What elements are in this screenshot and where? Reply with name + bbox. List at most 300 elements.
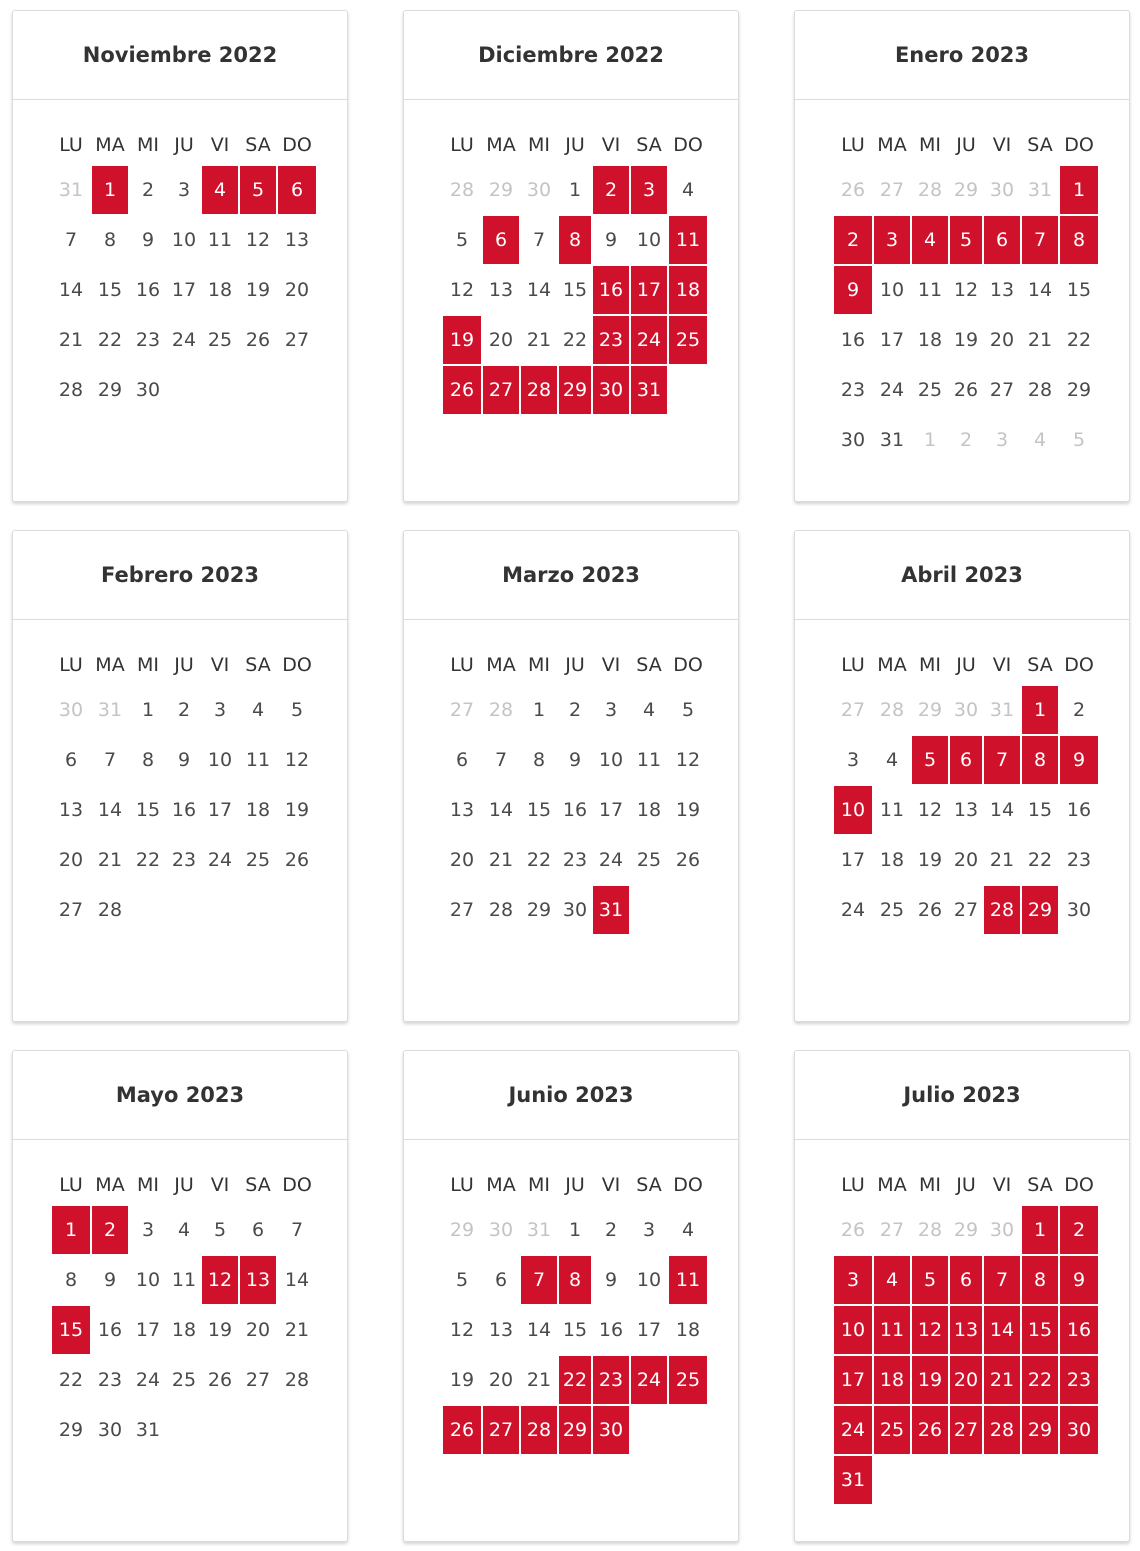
day-cell[interactable]: 7 xyxy=(103,749,117,771)
day-cell[interactable]: 30 xyxy=(840,429,866,451)
day-cell[interactable]: 31 xyxy=(135,1419,161,1441)
day-cell-highlighted[interactable]: 2 xyxy=(1060,1206,1098,1254)
day-cell-highlighted[interactable]: 28 xyxy=(984,886,1020,934)
day-cell[interactable]: 14 xyxy=(284,1269,310,1291)
day-cell-highlighted[interactable]: 22 xyxy=(559,1356,591,1404)
day-cell-outside-month[interactable]: 2 xyxy=(959,429,973,451)
day-cell[interactable]: 8 xyxy=(64,1269,78,1291)
day-cell-highlighted[interactable]: 19 xyxy=(912,1356,948,1404)
day-cell[interactable]: 15 xyxy=(97,279,123,301)
day-cell[interactable]: 22 xyxy=(58,1369,84,1391)
day-cell-highlighted[interactable]: 7 xyxy=(1022,216,1058,264)
day-cell-highlighted[interactable]: 1 xyxy=(1060,166,1098,214)
day-cell-highlighted[interactable]: 30 xyxy=(1060,1406,1098,1454)
day-cell[interactable]: 5 xyxy=(681,699,695,721)
day-cell-highlighted[interactable]: 6 xyxy=(483,216,519,264)
day-cell[interactable]: 9 xyxy=(568,749,582,771)
day-cell-highlighted[interactable]: 7 xyxy=(521,1256,557,1304)
day-cell-outside-month[interactable]: 28 xyxy=(488,699,514,721)
day-cell[interactable]: 18 xyxy=(675,1319,701,1341)
day-cell[interactable]: 19 xyxy=(245,279,271,301)
day-cell[interactable]: 21 xyxy=(1027,329,1053,351)
day-cell[interactable]: 20 xyxy=(488,329,514,351)
day-cell[interactable]: 21 xyxy=(526,1369,552,1391)
day-cell[interactable]: 19 xyxy=(953,329,979,351)
day-cell[interactable]: 26 xyxy=(917,899,943,921)
day-cell-outside-month[interactable]: 1 xyxy=(923,429,937,451)
day-cell[interactable]: 5 xyxy=(213,1219,227,1241)
day-cell[interactable]: 14 xyxy=(1027,279,1053,301)
day-cell[interactable]: 22 xyxy=(562,329,588,351)
day-cell-highlighted[interactable]: 19 xyxy=(443,316,481,364)
day-cell-outside-month[interactable]: 28 xyxy=(879,699,905,721)
day-cell-highlighted[interactable]: 10 xyxy=(834,786,872,834)
day-cell[interactable]: 11 xyxy=(207,229,233,251)
day-cell[interactable]: 26 xyxy=(207,1369,233,1391)
day-cell-outside-month[interactable]: 30 xyxy=(989,1219,1015,1241)
day-cell[interactable]: 17 xyxy=(207,799,233,821)
day-cell-highlighted[interactable]: 7 xyxy=(984,736,1020,784)
day-cell[interactable]: 14 xyxy=(989,799,1015,821)
day-cell[interactable]: 16 xyxy=(562,799,588,821)
day-cell[interactable]: 18 xyxy=(171,1319,197,1341)
day-cell-highlighted[interactable]: 12 xyxy=(912,1306,948,1354)
day-cell[interactable]: 23 xyxy=(171,849,197,871)
day-cell-highlighted[interactable]: 31 xyxy=(834,1456,872,1504)
day-cell-highlighted[interactable]: 28 xyxy=(984,1406,1020,1454)
day-cell[interactable]: 24 xyxy=(135,1369,161,1391)
day-cell-highlighted[interactable]: 27 xyxy=(483,366,519,414)
day-cell[interactable]: 24 xyxy=(840,899,866,921)
day-cell-highlighted[interactable]: 6 xyxy=(278,166,316,214)
day-cell-highlighted[interactable]: 23 xyxy=(1060,1356,1098,1404)
day-cell-highlighted[interactable]: 4 xyxy=(202,166,238,214)
day-cell[interactable]: 22 xyxy=(135,849,161,871)
day-cell[interactable]: 13 xyxy=(284,229,310,251)
day-cell[interactable]: 15 xyxy=(135,799,161,821)
day-cell-highlighted[interactable]: 31 xyxy=(631,366,667,414)
day-cell[interactable]: 16 xyxy=(171,799,197,821)
day-cell[interactable]: 28 xyxy=(284,1369,310,1391)
day-cell-outside-month[interactable]: 27 xyxy=(449,699,475,721)
day-cell-highlighted[interactable]: 22 xyxy=(1022,1356,1058,1404)
day-cell[interactable]: 10 xyxy=(171,229,197,251)
day-cell[interactable]: 30 xyxy=(1066,899,1092,921)
day-cell-highlighted[interactable]: 27 xyxy=(950,1406,982,1454)
day-cell-highlighted[interactable]: 26 xyxy=(912,1406,948,1454)
day-cell-highlighted[interactable]: 29 xyxy=(1022,886,1058,934)
day-cell-highlighted[interactable]: 2 xyxy=(834,216,872,264)
day-cell[interactable]: 1 xyxy=(141,699,155,721)
day-cell-highlighted[interactable]: 30 xyxy=(593,366,629,414)
day-cell-highlighted[interactable]: 2 xyxy=(593,166,629,214)
day-cell[interactable]: 3 xyxy=(604,699,618,721)
day-cell[interactable]: 19 xyxy=(917,849,943,871)
day-cell-highlighted[interactable]: 28 xyxy=(521,1406,557,1454)
day-cell-highlighted[interactable]: 26 xyxy=(443,366,481,414)
day-cell[interactable]: 23 xyxy=(135,329,161,351)
day-cell[interactable]: 26 xyxy=(284,849,310,871)
day-cell-highlighted[interactable]: 5 xyxy=(950,216,982,264)
day-cell-outside-month[interactable]: 29 xyxy=(449,1219,475,1241)
day-cell[interactable]: 12 xyxy=(449,1319,475,1341)
day-cell[interactable]: 8 xyxy=(141,749,155,771)
day-cell[interactable]: 7 xyxy=(532,229,546,251)
day-cell[interactable]: 24 xyxy=(598,849,624,871)
day-cell[interactable]: 27 xyxy=(989,379,1015,401)
day-cell[interactable]: 23 xyxy=(1066,849,1092,871)
day-cell-highlighted[interactable]: 23 xyxy=(593,316,629,364)
day-cell-highlighted[interactable]: 29 xyxy=(559,1406,591,1454)
day-cell[interactable]: 2 xyxy=(1072,699,1086,721)
day-cell-highlighted[interactable]: 24 xyxy=(834,1406,872,1454)
day-cell-highlighted[interactable]: 6 xyxy=(950,736,982,784)
day-cell[interactable]: 19 xyxy=(284,799,310,821)
day-cell-highlighted[interactable]: 1 xyxy=(52,1206,90,1254)
day-cell[interactable]: 27 xyxy=(245,1369,271,1391)
day-cell-highlighted[interactable]: 16 xyxy=(1060,1306,1098,1354)
day-cell[interactable]: 22 xyxy=(1066,329,1092,351)
day-cell[interactable]: 15 xyxy=(526,799,552,821)
day-cell[interactable]: 14 xyxy=(526,279,552,301)
day-cell[interactable]: 11 xyxy=(879,799,905,821)
day-cell[interactable]: 25 xyxy=(171,1369,197,1391)
day-cell-highlighted[interactable]: 3 xyxy=(631,166,667,214)
day-cell[interactable]: 21 xyxy=(58,329,84,351)
day-cell[interactable]: 17 xyxy=(135,1319,161,1341)
day-cell-highlighted[interactable]: 26 xyxy=(443,1406,481,1454)
day-cell[interactable]: 10 xyxy=(636,1269,662,1291)
day-cell-highlighted[interactable]: 18 xyxy=(669,266,707,314)
day-cell-highlighted[interactable]: 29 xyxy=(1022,1406,1058,1454)
day-cell[interactable]: 20 xyxy=(449,849,475,871)
day-cell-highlighted[interactable]: 17 xyxy=(834,1356,872,1404)
day-cell[interactable]: 4 xyxy=(251,699,265,721)
day-cell-highlighted[interactable]: 25 xyxy=(874,1406,910,1454)
day-cell[interactable]: 25 xyxy=(636,849,662,871)
day-cell[interactable]: 7 xyxy=(290,1219,304,1241)
day-cell[interactable]: 12 xyxy=(284,749,310,771)
day-cell[interactable]: 20 xyxy=(284,279,310,301)
day-cell[interactable]: 25 xyxy=(879,899,905,921)
day-cell[interactable]: 12 xyxy=(245,229,271,251)
day-cell-outside-month[interactable]: 29 xyxy=(953,1219,979,1241)
day-cell-highlighted[interactable]: 17 xyxy=(631,266,667,314)
day-cell[interactable]: 21 xyxy=(284,1319,310,1341)
day-cell[interactable]: 9 xyxy=(141,229,155,251)
day-cell[interactable]: 2 xyxy=(568,699,582,721)
day-cell[interactable]: 18 xyxy=(917,329,943,351)
day-cell[interactable]: 16 xyxy=(840,329,866,351)
day-cell-highlighted[interactable]: 30 xyxy=(593,1406,629,1454)
day-cell-highlighted[interactable]: 8 xyxy=(1022,736,1058,784)
day-cell-highlighted[interactable]: 11 xyxy=(669,216,707,264)
day-cell-highlighted[interactable]: 11 xyxy=(669,1256,707,1304)
day-cell[interactable]: 1 xyxy=(532,699,546,721)
day-cell[interactable]: 19 xyxy=(207,1319,233,1341)
day-cell-highlighted[interactable]: 12 xyxy=(202,1256,238,1304)
day-cell[interactable]: 12 xyxy=(675,749,701,771)
day-cell[interactable]: 22 xyxy=(1027,849,1053,871)
day-cell[interactable]: 24 xyxy=(207,849,233,871)
day-cell[interactable]: 13 xyxy=(488,279,514,301)
day-cell[interactable]: 12 xyxy=(917,799,943,821)
day-cell[interactable]: 20 xyxy=(989,329,1015,351)
day-cell[interactable]: 24 xyxy=(879,379,905,401)
day-cell[interactable]: 9 xyxy=(177,749,191,771)
day-cell[interactable]: 16 xyxy=(135,279,161,301)
day-cell[interactable]: 31 xyxy=(879,429,905,451)
day-cell-outside-month[interactable]: 30 xyxy=(488,1219,514,1241)
day-cell[interactable]: 2 xyxy=(141,179,155,201)
day-cell[interactable]: 13 xyxy=(449,799,475,821)
day-cell[interactable]: 22 xyxy=(526,849,552,871)
day-cell[interactable]: 10 xyxy=(879,279,905,301)
day-cell-outside-month[interactable]: 28 xyxy=(449,179,475,201)
day-cell[interactable]: 21 xyxy=(488,849,514,871)
day-cell[interactable]: 1 xyxy=(568,179,582,201)
day-cell[interactable]: 25 xyxy=(207,329,233,351)
day-cell[interactable]: 3 xyxy=(213,699,227,721)
day-cell[interactable]: 8 xyxy=(103,229,117,251)
day-cell-highlighted[interactable]: 4 xyxy=(912,216,948,264)
day-cell[interactable]: 19 xyxy=(675,799,701,821)
day-cell-highlighted[interactable]: 14 xyxy=(984,1306,1020,1354)
day-cell[interactable]: 23 xyxy=(840,379,866,401)
day-cell[interactable]: 4 xyxy=(177,1219,191,1241)
day-cell[interactable]: 10 xyxy=(135,1269,161,1291)
day-cell-highlighted[interactable]: 11 xyxy=(874,1306,910,1354)
day-cell-outside-month[interactable]: 29 xyxy=(488,179,514,201)
day-cell-highlighted[interactable]: 8 xyxy=(559,1256,591,1304)
day-cell[interactable]: 12 xyxy=(449,279,475,301)
day-cell[interactable]: 25 xyxy=(245,849,271,871)
day-cell[interactable]: 14 xyxy=(97,799,123,821)
day-cell[interactable]: 27 xyxy=(284,329,310,351)
day-cell[interactable]: 17 xyxy=(636,1319,662,1341)
day-cell[interactable]: 3 xyxy=(642,1219,656,1241)
day-cell[interactable]: 2 xyxy=(177,699,191,721)
day-cell[interactable]: 20 xyxy=(953,849,979,871)
day-cell[interactable]: 11 xyxy=(245,749,271,771)
day-cell[interactable]: 30 xyxy=(562,899,588,921)
day-cell-highlighted[interactable]: 27 xyxy=(483,1406,519,1454)
day-cell[interactable]: 7 xyxy=(494,749,508,771)
day-cell-outside-month[interactable]: 30 xyxy=(989,179,1015,201)
day-cell[interactable]: 29 xyxy=(526,899,552,921)
day-cell-highlighted[interactable]: 15 xyxy=(1022,1306,1058,1354)
day-cell-outside-month[interactable]: 3 xyxy=(995,429,1009,451)
day-cell-outside-month[interactable]: 26 xyxy=(840,1219,866,1241)
day-cell[interactable]: 26 xyxy=(675,849,701,871)
day-cell-outside-month[interactable]: 29 xyxy=(953,179,979,201)
day-cell-highlighted[interactable]: 24 xyxy=(631,316,667,364)
day-cell-highlighted[interactable]: 25 xyxy=(669,1356,707,1404)
day-cell[interactable]: 3 xyxy=(141,1219,155,1241)
day-cell[interactable]: 21 xyxy=(989,849,1015,871)
day-cell[interactable]: 28 xyxy=(488,899,514,921)
day-cell[interactable]: 5 xyxy=(455,1269,469,1291)
day-cell-highlighted[interactable]: 10 xyxy=(834,1306,872,1354)
day-cell-outside-month[interactable]: 31 xyxy=(58,179,84,201)
day-cell[interactable]: 3 xyxy=(846,749,860,771)
day-cell[interactable]: 29 xyxy=(1066,379,1092,401)
day-cell[interactable]: 5 xyxy=(290,699,304,721)
day-cell[interactable]: 29 xyxy=(58,1419,84,1441)
day-cell[interactable]: 13 xyxy=(953,799,979,821)
day-cell-outside-month[interactable]: 5 xyxy=(1072,429,1086,451)
day-cell[interactable]: 13 xyxy=(488,1319,514,1341)
day-cell-highlighted[interactable]: 6 xyxy=(984,216,1020,264)
day-cell[interactable]: 2 xyxy=(604,1219,618,1241)
day-cell[interactable]: 4 xyxy=(681,179,695,201)
day-cell[interactable]: 21 xyxy=(526,329,552,351)
day-cell-highlighted[interactable]: 5 xyxy=(912,1256,948,1304)
day-cell[interactable]: 17 xyxy=(879,329,905,351)
day-cell-highlighted[interactable]: 5 xyxy=(912,736,948,784)
day-cell-highlighted[interactable]: 9 xyxy=(1060,1256,1098,1304)
day-cell[interactable]: 20 xyxy=(488,1369,514,1391)
day-cell[interactable]: 9 xyxy=(604,229,618,251)
day-cell[interactable]: 9 xyxy=(103,1269,117,1291)
day-cell-highlighted[interactable]: 2 xyxy=(92,1206,128,1254)
day-cell[interactable]: 18 xyxy=(879,849,905,871)
day-cell[interactable]: 5 xyxy=(455,229,469,251)
day-cell[interactable]: 4 xyxy=(885,749,899,771)
day-cell-highlighted[interactable]: 13 xyxy=(950,1306,982,1354)
day-cell-highlighted[interactable]: 25 xyxy=(669,316,707,364)
day-cell[interactable]: 15 xyxy=(562,1319,588,1341)
day-cell-outside-month[interactable]: 27 xyxy=(840,699,866,721)
day-cell-highlighted[interactable]: 21 xyxy=(984,1356,1020,1404)
day-cell[interactable]: 21 xyxy=(97,849,123,871)
day-cell-highlighted[interactable]: 31 xyxy=(593,886,629,934)
day-cell[interactable]: 1 xyxy=(568,1219,582,1241)
day-cell[interactable]: 15 xyxy=(1066,279,1092,301)
day-cell[interactable]: 11 xyxy=(171,1269,197,1291)
day-cell[interactable]: 9 xyxy=(604,1269,618,1291)
day-cell-highlighted[interactable]: 8 xyxy=(1060,216,1098,264)
day-cell[interactable]: 10 xyxy=(207,749,233,771)
day-cell[interactable]: 4 xyxy=(642,699,656,721)
day-cell[interactable]: 23 xyxy=(562,849,588,871)
day-cell-highlighted[interactable]: 7 xyxy=(984,1256,1020,1304)
day-cell[interactable]: 16 xyxy=(1066,799,1092,821)
day-cell-outside-month[interactable]: 31 xyxy=(526,1219,552,1241)
day-cell[interactable]: 4 xyxy=(681,1219,695,1241)
day-cell[interactable]: 14 xyxy=(58,279,84,301)
day-cell[interactable]: 15 xyxy=(1027,799,1053,821)
day-cell-outside-month[interactable]: 27 xyxy=(879,1219,905,1241)
day-cell[interactable]: 10 xyxy=(598,749,624,771)
day-cell[interactable]: 6 xyxy=(251,1219,265,1241)
day-cell-outside-month[interactable]: 30 xyxy=(953,699,979,721)
day-cell-outside-month[interactable]: 28 xyxy=(917,1219,943,1241)
day-cell-highlighted[interactable]: 29 xyxy=(559,366,591,414)
day-cell[interactable]: 3 xyxy=(177,179,191,201)
day-cell-highlighted[interactable]: 9 xyxy=(1060,736,1098,784)
day-cell[interactable]: 19 xyxy=(449,1369,475,1391)
day-cell[interactable]: 8 xyxy=(532,749,546,771)
day-cell[interactable]: 23 xyxy=(97,1369,123,1391)
day-cell[interactable]: 15 xyxy=(562,279,588,301)
day-cell-highlighted[interactable]: 8 xyxy=(1022,1256,1058,1304)
day-cell-outside-month[interactable]: 30 xyxy=(526,179,552,201)
day-cell-outside-month[interactable]: 26 xyxy=(840,179,866,201)
day-cell[interactable]: 7 xyxy=(64,229,78,251)
day-cell-highlighted[interactable]: 4 xyxy=(874,1256,910,1304)
day-cell[interactable]: 17 xyxy=(840,849,866,871)
day-cell[interactable]: 28 xyxy=(97,899,123,921)
day-cell[interactable]: 20 xyxy=(245,1319,271,1341)
day-cell-highlighted[interactable]: 3 xyxy=(834,1256,872,1304)
day-cell[interactable]: 10 xyxy=(636,229,662,251)
day-cell-highlighted[interactable]: 6 xyxy=(950,1256,982,1304)
day-cell-outside-month[interactable]: 30 xyxy=(58,699,84,721)
day-cell[interactable]: 25 xyxy=(917,379,943,401)
day-cell[interactable]: 11 xyxy=(636,749,662,771)
day-cell[interactable]: 27 xyxy=(58,899,84,921)
day-cell-highlighted[interactable]: 15 xyxy=(52,1306,90,1354)
day-cell-outside-month[interactable]: 27 xyxy=(879,179,905,201)
day-cell[interactable]: 27 xyxy=(953,899,979,921)
day-cell[interactable]: 6 xyxy=(494,1269,508,1291)
day-cell-highlighted[interactable]: 24 xyxy=(631,1356,667,1404)
day-cell[interactable]: 11 xyxy=(917,279,943,301)
day-cell[interactable]: 30 xyxy=(97,1419,123,1441)
day-cell[interactable]: 24 xyxy=(171,329,197,351)
day-cell[interactable]: 26 xyxy=(245,329,271,351)
day-cell[interactable]: 6 xyxy=(64,749,78,771)
day-cell-highlighted[interactable]: 23 xyxy=(593,1356,629,1404)
day-cell[interactable]: 29 xyxy=(97,379,123,401)
day-cell[interactable]: 14 xyxy=(526,1319,552,1341)
day-cell[interactable]: 27 xyxy=(449,899,475,921)
day-cell-highlighted[interactable]: 20 xyxy=(950,1356,982,1404)
day-cell[interactable]: 17 xyxy=(171,279,197,301)
day-cell[interactable]: 16 xyxy=(97,1319,123,1341)
day-cell[interactable]: 6 xyxy=(455,749,469,771)
day-cell[interactable]: 20 xyxy=(58,849,84,871)
day-cell[interactable]: 22 xyxy=(97,329,123,351)
day-cell[interactable]: 26 xyxy=(953,379,979,401)
day-cell-highlighted[interactable]: 5 xyxy=(240,166,276,214)
day-cell-highlighted[interactable]: 13 xyxy=(240,1256,276,1304)
day-cell-highlighted[interactable]: 16 xyxy=(593,266,629,314)
day-cell-outside-month[interactable]: 31 xyxy=(1027,179,1053,201)
day-cell[interactable]: 18 xyxy=(245,799,271,821)
day-cell-highlighted[interactable]: 3 xyxy=(874,216,910,264)
day-cell-outside-month[interactable]: 4 xyxy=(1033,429,1047,451)
day-cell[interactable]: 12 xyxy=(953,279,979,301)
day-cell-highlighted[interactable]: 1 xyxy=(1022,1206,1058,1254)
day-cell[interactable]: 16 xyxy=(598,1319,624,1341)
day-cell[interactable]: 28 xyxy=(58,379,84,401)
day-cell-outside-month[interactable]: 29 xyxy=(917,699,943,721)
day-cell[interactable]: 18 xyxy=(636,799,662,821)
day-cell[interactable]: 13 xyxy=(58,799,84,821)
day-cell[interactable]: 30 xyxy=(135,379,161,401)
day-cell-highlighted[interactable]: 18 xyxy=(874,1356,910,1404)
day-cell-highlighted[interactable]: 9 xyxy=(834,266,872,314)
day-cell[interactable]: 13 xyxy=(989,279,1015,301)
day-cell[interactable]: 14 xyxy=(488,799,514,821)
day-cell-highlighted[interactable]: 8 xyxy=(559,216,591,264)
day-cell-highlighted[interactable]: 28 xyxy=(521,366,557,414)
day-cell-highlighted[interactable]: 1 xyxy=(1022,686,1058,734)
day-cell[interactable]: 28 xyxy=(1027,379,1053,401)
day-cell-outside-month[interactable]: 31 xyxy=(989,699,1015,721)
